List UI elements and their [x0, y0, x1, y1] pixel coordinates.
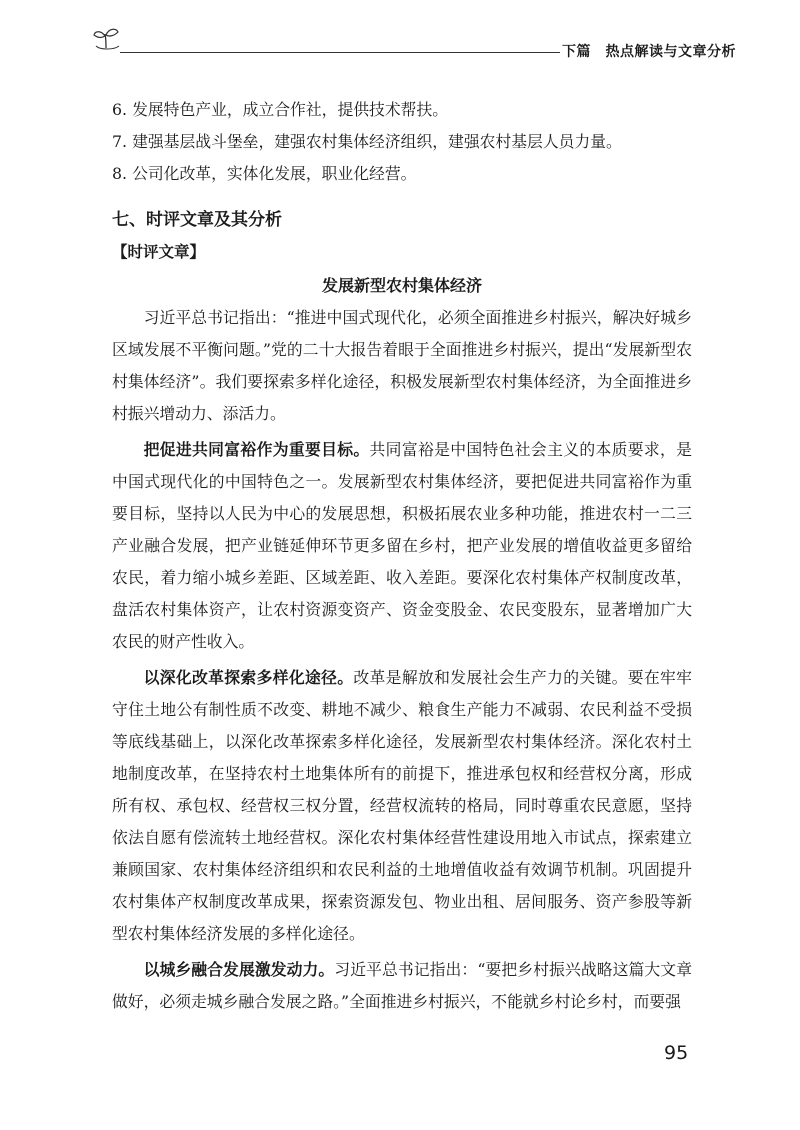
article-title: 发展新型农村集体经济 [321, 276, 482, 295]
paragraph-lead: 把促进共同富裕作为重要目标。 [143, 440, 370, 459]
paragraph-text: 习近平总书记指出：“推进中国式现代化，必须全面推进乡村振兴，解决好城乡区域发展不平衡问题。”党的二十大报告着眼于全面推进乡村振兴，提出“发展新型农村集体经济”。我们要探索多样化途径，积极发展新型农村集体经济，为全面推进乡村振兴增动力、添活力。 [112, 308, 692, 423]
paragraph [112, 954, 692, 1018]
header-rule [120, 52, 560, 53]
list-item: 7. 建强基层战斗堡垒，建强农村集体经济组织，建强农村基层人员力量。 [112, 132, 622, 151]
paragraph [112, 302, 692, 430]
paragraph-lead: 以深化改革探索多样化途径。 [143, 668, 354, 687]
section-heading: 七、时评文章及其分析 [112, 210, 282, 230]
paragraph [112, 434, 692, 658]
paragraph-lead: 以城乡融合发展激发动力。 [143, 960, 335, 979]
page-number: 95 [664, 1042, 689, 1064]
page-content [112, 94, 692, 1022]
paragraph-text: 习近平总书记指出：“要把乡村振兴战略这篇大文章做好，必须走城乡融合发展之路。”全面推进乡村振兴，不能就乡村论乡村，而要强 [112, 960, 692, 1011]
list-item: 6. 发展特色产业，成立合作社，提供技术帮扶。 [112, 100, 449, 119]
paragraph-text: 改革是解放和发展社会生产力的关键。要在牢牢守住土地公有制性质不改变、耕地不减少、粮食生产能力不减弱、农民利益不受损等底线基础上，以深化改革探索多样化途径，发展新型农村集体经济。深化农村土地制度改革，在坚持农村土地集体所有的前提下，推进承包权和经营权分离，形成所有权、承包权、经营权三权分置，经营权流转的格局，同时尊重农民意愿，坚持依法自愿有偿流转土地经营权。深化农村集体经营性建设用地入市试点，探索建立兼顾国家、农村集体经济组织和农民利益的土地增值收益有效调节机制。巩固提升农村集体产权制度改革成果，探索资源发包、物业出租、居间服务、资产参股等新型农村集体经济发展的多样化途径。 [112, 668, 692, 943]
page-header [0, 0, 800, 70]
list-item: 8. 公司化改革，实体化发展，职业化经营。 [112, 164, 417, 183]
paragraph-text: 共同富裕是中国特色社会主义的本质要求，是中国式现代化的中国特色之一。发展新型农村集体经济，要把促进共同富裕作为重要目标，坚持以人民为中心的发展思想，积极拓展农业多种功能，推进农村一二三产业融合发展，把产业链延伸环节更多留在乡村，把产业发展的增值收益更多留给农民，着力缩小城乡差距、区域差距、收入差距。要深化农村集体产权制度改革，盘活农村集体资产，让农村资源变资产、资金变股金、农民变股东，显著增加广大农民的财产性收入。 [112, 440, 692, 651]
running-header: 下篇 热点解读与文章分析 [562, 44, 736, 60]
sprout-ornament-icon [92, 26, 120, 50]
paragraph [112, 662, 692, 950]
article-tag: 【时评文章】 [112, 243, 206, 261]
